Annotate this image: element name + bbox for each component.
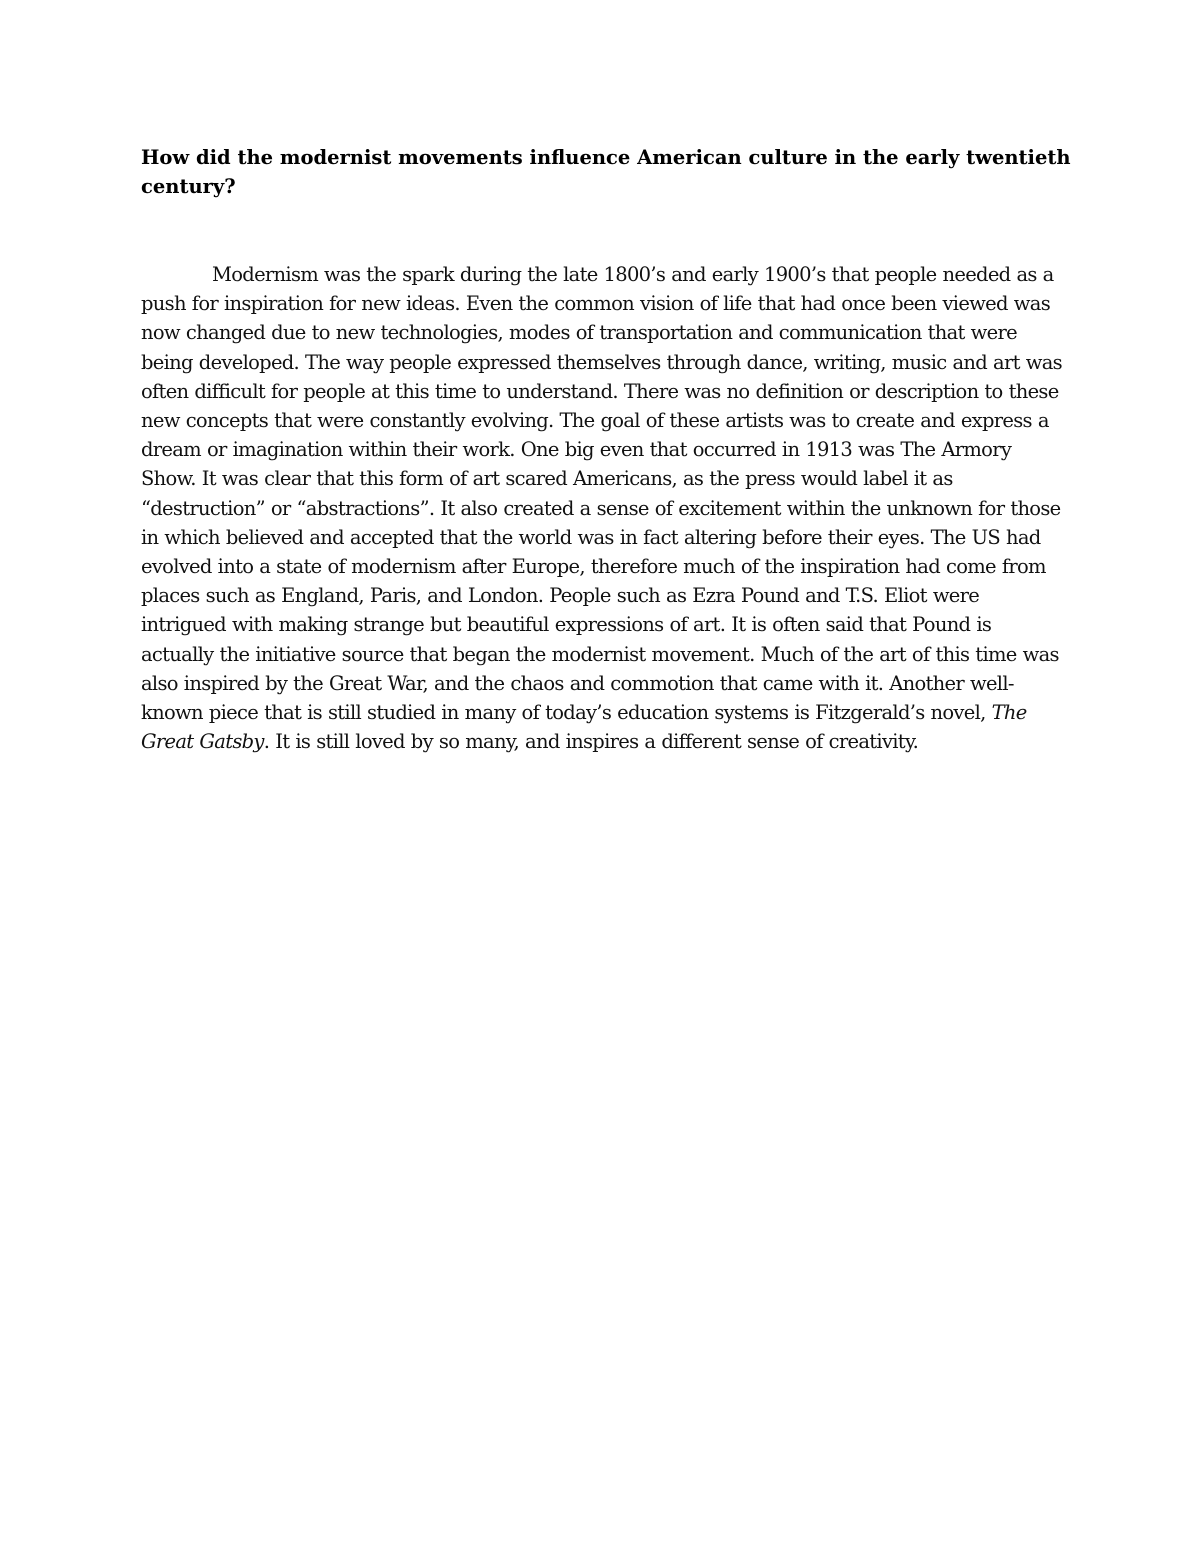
essay-question-heading: How did the modernist movements influence American culture in the early twentieth century? [141,146,1071,198]
paragraph-text-after-title: . It is still loved by so many, and inspires a different sense of creativity. [263,730,919,754]
book-title: The Great Gatsby [141,701,1027,754]
paragraph-text-before-title: Modernism was the spark during the late 1800’s and early 1900’s that people needed as a push for inspiration for new ideas. Even the common vision of life that had once been viewed was now changed due to new technologies, modes of transportation and communication that were being developed. The way people expressed themselves through dance, writing, music and art was often difficult for people at this time to understand. There was no definition or description to these new concepts that were constantly evolving. The goal of these artists was to create and express a dream or imagination within their work. One big even that occurred in 1913 was The Armory Show. It was clear that this form of art scared Americans, as the press would label it as “destruction” or “abstractions”. It also created a sense of excitement within the unknown for those in which believed and accepted that the world was in fact altering before their eyes. The US had evolved into a state of modernism after Europe, therefore much of the inspiration had come from places such as England, Paris, and London. People such as Ezra Pound and T.S. Eliot were intrigued with making strange but beautiful expressions of art. It is often said that Pound is actually the initiative source that began the modernist movement. Much of the art of this time was also inspired by the Great War, and the chaos and commotion that came with it. Another well-known piece that is still studied in many of today’s education systems is Fitzgerald’s novel, [141,263,1062,725]
essay-paragraph [141,260,1066,756]
